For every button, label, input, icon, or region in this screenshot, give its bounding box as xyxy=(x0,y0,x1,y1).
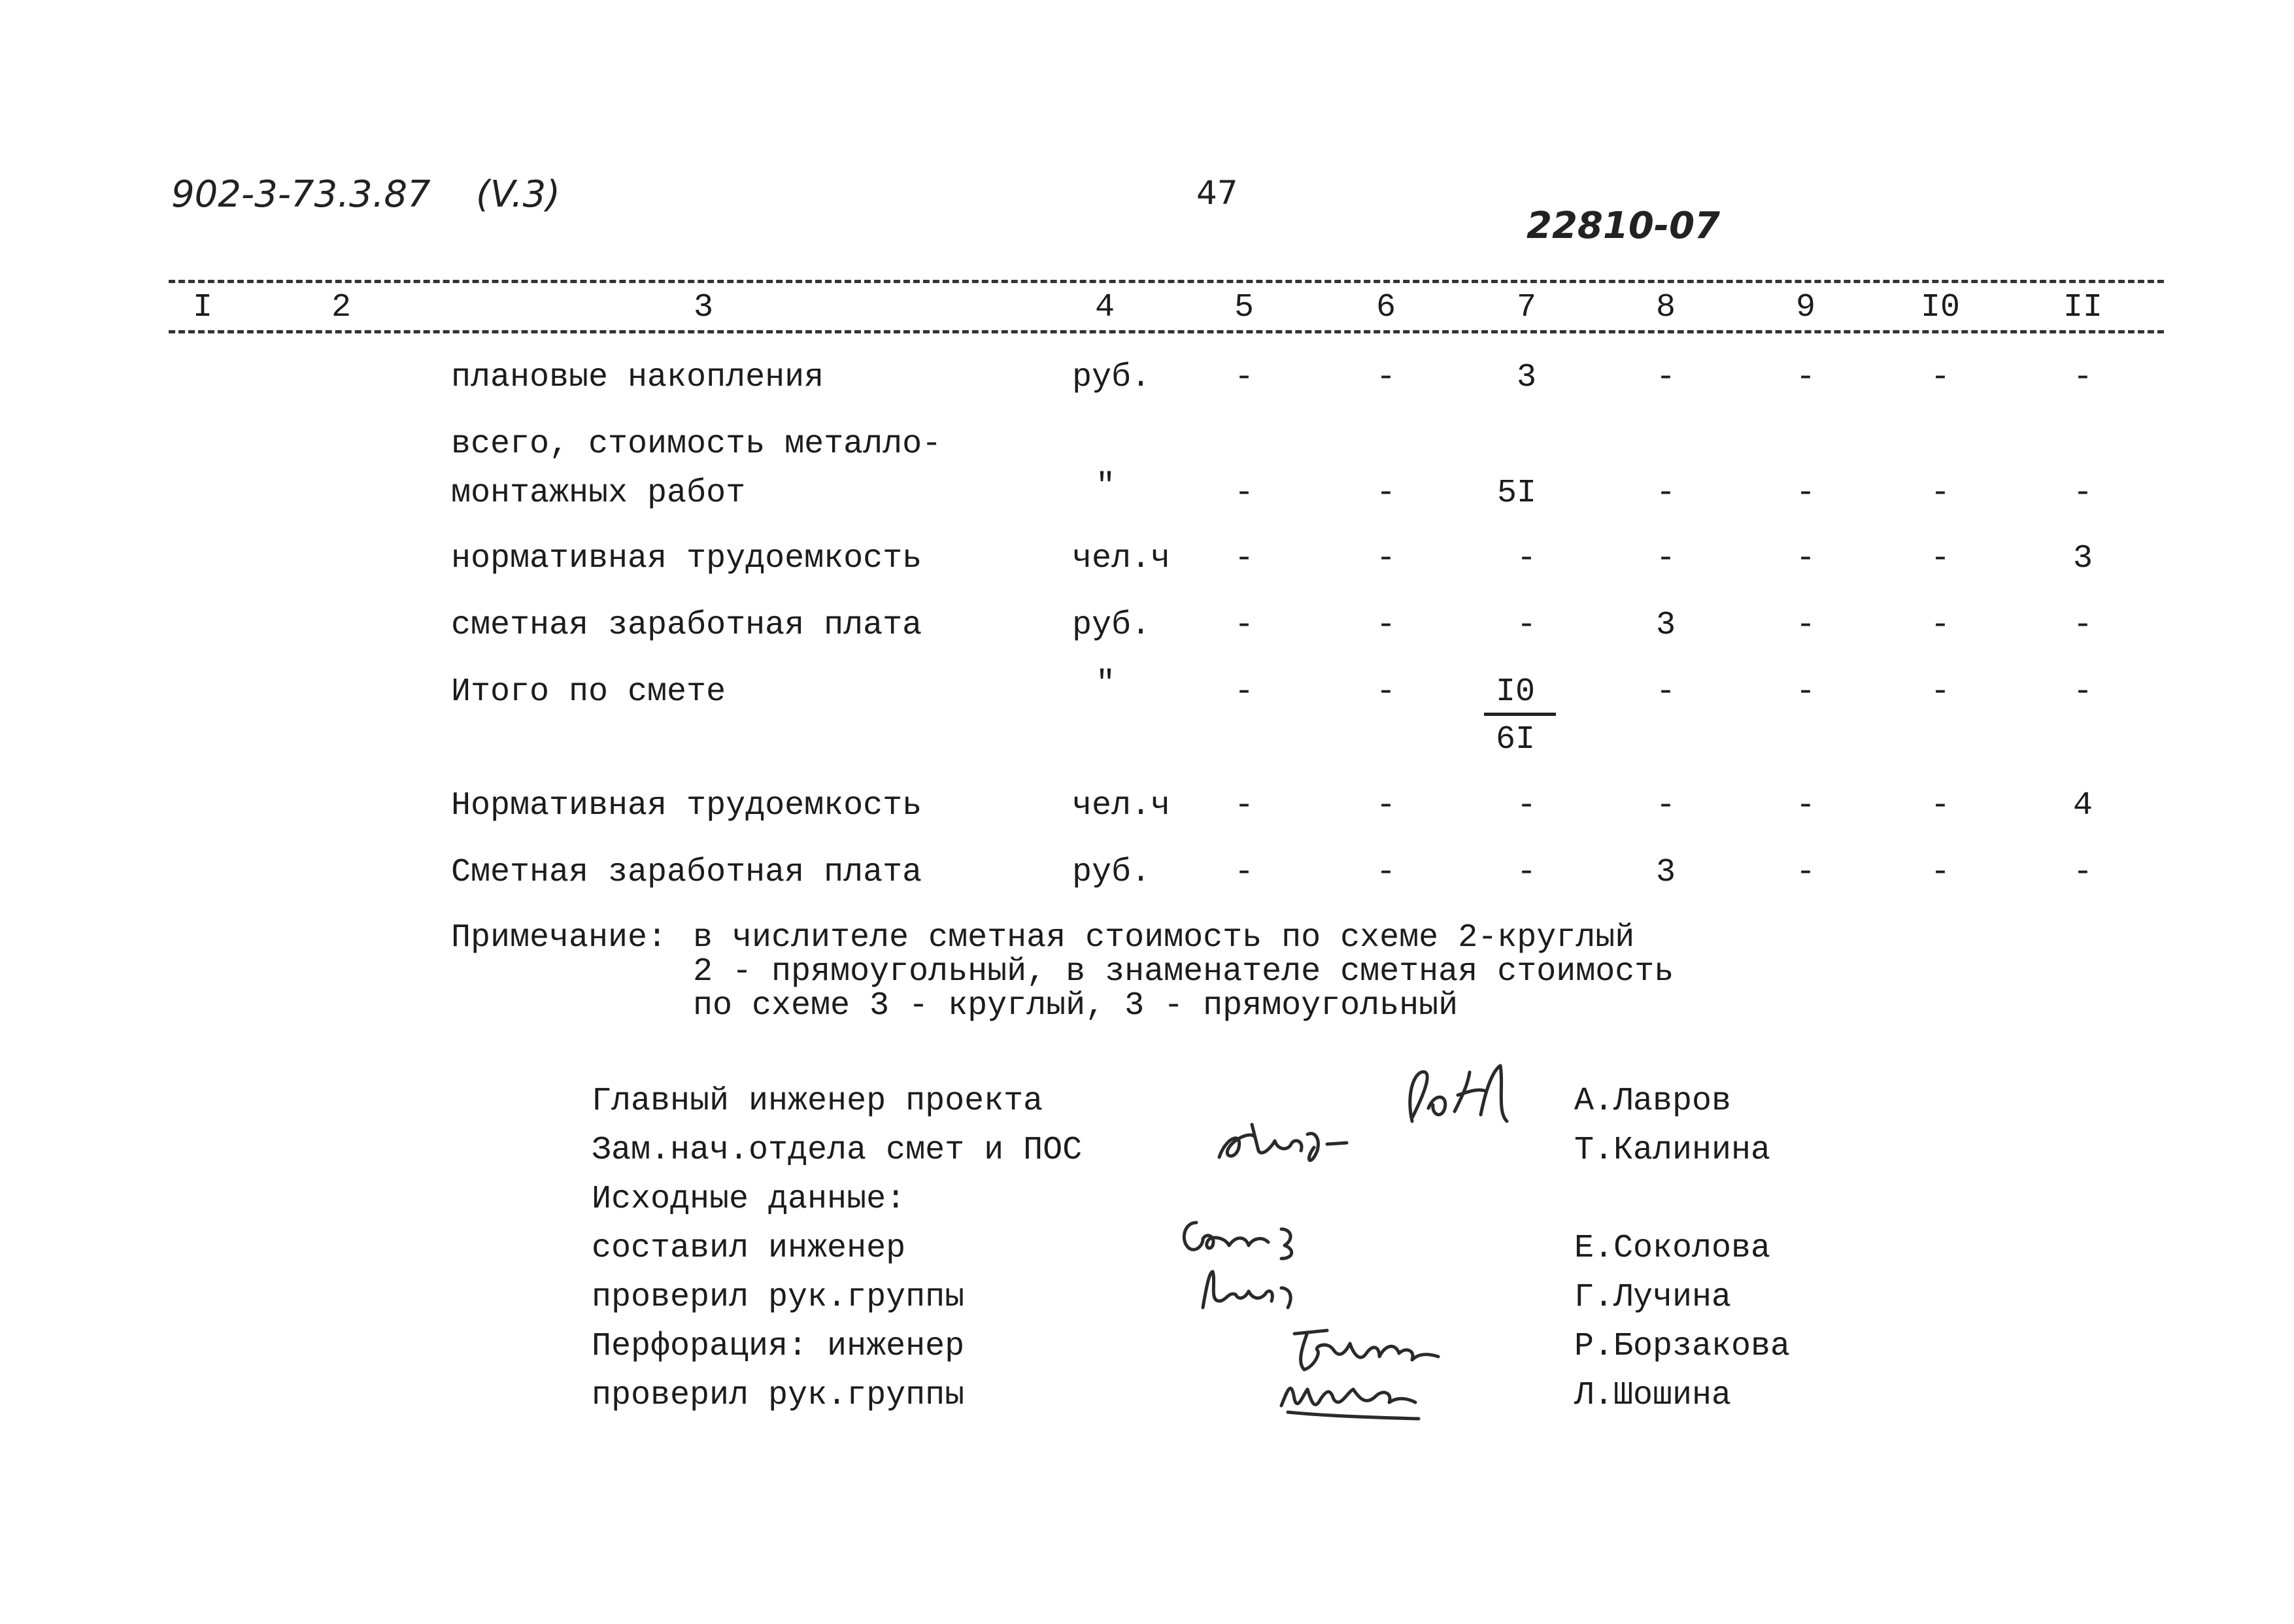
cell-col8: 3 xyxy=(1655,854,1676,891)
fraction-numerator: I0 xyxy=(1495,673,1536,711)
row-unit: " xyxy=(1096,468,1116,505)
row-unit: руб. xyxy=(1072,854,1151,891)
signatory-role: Исходные данные: xyxy=(592,1181,906,1218)
row-name: всего, стоимость металло- xyxy=(451,426,942,463)
cell-col8: - xyxy=(1655,475,1676,512)
cell-col8: - xyxy=(1655,540,1676,577)
cell-col11: 4 xyxy=(2072,787,2093,824)
signatory-role: Перфорация: инженер xyxy=(592,1328,965,1365)
cell-col9: - xyxy=(1795,540,1816,577)
row-unit: " xyxy=(1096,666,1116,703)
cell-col11: - xyxy=(2072,673,2093,711)
signatory-role: Главный инженер проекта xyxy=(592,1083,1043,1120)
cell-col7: - xyxy=(1516,540,1537,577)
note-line: 2 - прямоугольный, в знаменателе сметная стоимость xyxy=(693,953,1674,990)
col-header-4: 4 xyxy=(1094,289,1115,326)
row-unit: руб. xyxy=(1072,607,1151,644)
cell-col9: - xyxy=(1795,787,1816,824)
cell-col10: - xyxy=(1930,854,1951,891)
cell-col11: 3 xyxy=(2072,540,2093,577)
note-line: по схеме 3 - круглый, 3 - прямоугольный xyxy=(693,987,1459,1024)
cell-col6: - xyxy=(1375,475,1396,512)
cell-col6: - xyxy=(1375,607,1396,644)
cell-col8: - xyxy=(1655,787,1676,824)
signatory-role: Зам.нач.отдела смет и ПОС xyxy=(592,1132,1083,1169)
row-unit: руб. xyxy=(1072,359,1151,396)
cell-col5: - xyxy=(1234,607,1255,644)
signature-luchina xyxy=(1190,1262,1321,1314)
cell-col11: - xyxy=(2072,854,2093,891)
row-name-cont: монтажных работ xyxy=(451,475,746,512)
col-header-9: 9 xyxy=(1795,289,1816,326)
signatory-role: проверил рук.группы xyxy=(592,1377,965,1414)
row-name: Сметная заработная плата xyxy=(451,854,922,891)
col-header-5: 5 xyxy=(1234,289,1255,326)
cell-col5: - xyxy=(1234,787,1255,824)
signatory-name: Т.Калинина xyxy=(1574,1132,1771,1169)
cell-col11: - xyxy=(2072,359,2093,396)
document-code: 902-3-73.3.87 xyxy=(171,173,431,216)
cell-col7: - xyxy=(1516,607,1537,644)
col-header-6: 6 xyxy=(1375,289,1396,326)
row-name: нормативная трудоемкость xyxy=(451,540,922,577)
row-unit: чел.ч xyxy=(1072,787,1171,824)
signatory-role: проверил рук.группы xyxy=(592,1279,965,1316)
signatory-role: составил инженер xyxy=(592,1230,906,1267)
cell-col10: - xyxy=(1930,475,1951,512)
signatory-name: Г.Лучина xyxy=(1574,1279,1732,1316)
cell-col6: - xyxy=(1375,540,1396,577)
cell-col10: - xyxy=(1930,673,1951,711)
cell-col5: - xyxy=(1234,540,1255,577)
cell-col10: - xyxy=(1930,540,1951,577)
signatory-name: Е.Соколова xyxy=(1574,1230,1771,1267)
row-name: плановые накопления xyxy=(451,359,824,396)
note-label: Примечание: xyxy=(451,919,667,956)
signatory-name: А.Лавров xyxy=(1574,1083,1732,1120)
cell-col9: - xyxy=(1795,673,1816,711)
col-header-3: 3 xyxy=(693,289,714,326)
signature-kalinina xyxy=(1213,1111,1370,1170)
page-number: 47 xyxy=(1196,174,1238,212)
cell-col10: - xyxy=(1930,787,1951,824)
signatory-name: Л.Шошина xyxy=(1574,1377,1732,1414)
note-line: в числителе сметная стоимость по схеме 2-круглый xyxy=(693,919,1635,956)
row-name: сметная заработная плата xyxy=(451,607,922,644)
cell-col10: - xyxy=(1930,607,1951,644)
cell-col7: - xyxy=(1516,854,1537,891)
cell-col9: - xyxy=(1795,475,1816,512)
cell-col11: - xyxy=(2072,607,2093,644)
cell-col7: - xyxy=(1516,787,1537,824)
volume-label: (V.3) xyxy=(476,173,561,216)
cell-col9: - xyxy=(1795,607,1816,644)
cell-col8: - xyxy=(1655,359,1676,396)
signatory-name: Р.Борзакова xyxy=(1574,1328,1791,1365)
cell-col9: - xyxy=(1795,359,1816,396)
cell-col11: - xyxy=(2072,475,2093,512)
cell-col8: 3 xyxy=(1655,607,1676,644)
col-header-10: I0 xyxy=(1920,289,1961,326)
cell-col6: - xyxy=(1375,854,1396,891)
header-top-rule xyxy=(169,280,2164,283)
cell-col6: - xyxy=(1375,787,1396,824)
signature-sokolova xyxy=(1177,1210,1334,1262)
header-bottom-rule xyxy=(169,330,2164,333)
cell-col5: - xyxy=(1234,673,1255,711)
signature-lavrov xyxy=(1392,1059,1523,1131)
cell-col5: - xyxy=(1234,475,1255,512)
col-header-7: 7 xyxy=(1516,289,1537,326)
cell-col6: - xyxy=(1375,359,1396,396)
cell-col6: - xyxy=(1375,673,1396,711)
row-name: Нормативная трудоемкость xyxy=(451,787,922,824)
row-name: Итого по смете xyxy=(451,673,726,711)
col-header-11: II xyxy=(2063,289,2103,326)
col-header-2: 2 xyxy=(331,289,352,326)
fraction-bar xyxy=(1484,713,1556,716)
signature-shoshina xyxy=(1268,1360,1464,1425)
cell-col7: 5I xyxy=(1496,475,1537,512)
cell-col5: - xyxy=(1234,359,1255,396)
col-header-8: 8 xyxy=(1655,289,1676,326)
cell-col5: - xyxy=(1234,854,1255,891)
cell-col8: - xyxy=(1655,673,1676,711)
fraction-denominator: 6I xyxy=(1495,721,1536,758)
cell-col7: 3 xyxy=(1516,359,1537,396)
cell-col10: - xyxy=(1930,359,1951,396)
cell-col9: - xyxy=(1795,854,1816,891)
row-unit: чел.ч xyxy=(1072,540,1171,577)
inventory-number: 22810-07 xyxy=(1527,205,1720,247)
col-header-1: I xyxy=(192,289,213,326)
